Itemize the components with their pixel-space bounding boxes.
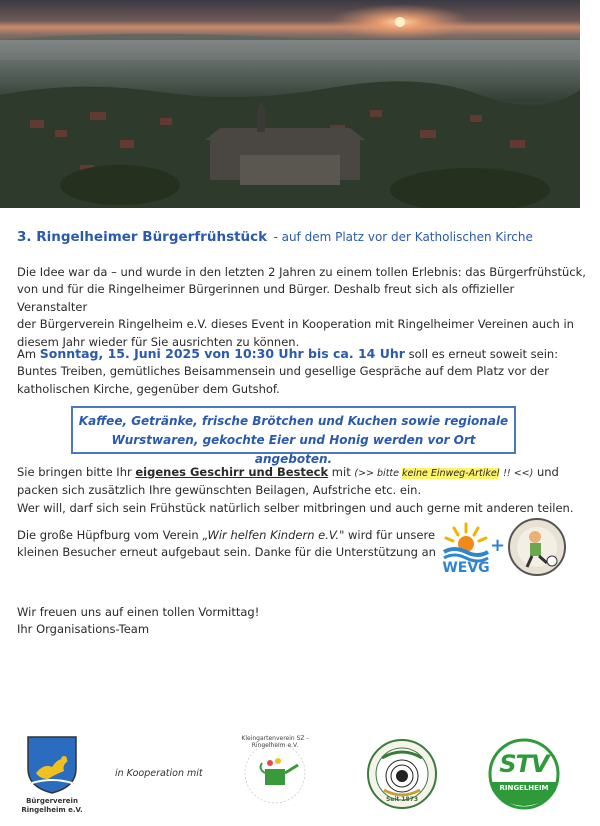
event-suffix: soll es erneut soweit sein: [408,347,559,361]
buergerverein-line2: Ringelheim e.V. [21,806,83,814]
kleingartenverein-logo [240,733,310,815]
hero-photo [0,0,580,208]
closing-line: Wir freuen uns auf einen tollen Vormittag! [17,605,260,619]
kleingarten-label: Kleingartenverein SZ - Ringelheim e.V. [241,735,309,749]
event-prefix: Am [17,347,37,361]
event-line: Buntes Treiben, gemütliches Beisammensein und gesellige Gespräche auf dem Platz vor der [17,364,549,379]
bouncy-line: kleinen Besucher erneut aufgebaut sein. Danke für die Unterstützung an [17,545,436,560]
schuetzen-year: Seit 1873 [385,796,419,803]
bring-note-open: (>> bitte [354,468,399,479]
event-date-paragraph [17,345,587,398]
event-date-time: Sonntag, 15. Juni 2025 von 10:30 Uhr bis ca. 14 Uhr [39,346,405,361]
offer-box [71,406,516,466]
intro-line: diesem Jahr wieder für Sie ausrichten zu können. [17,334,300,349]
bring-line: Wer will, darf sich sein Frühstück natürlich selber mitbringen und auch gerne mit anderen teilen. [17,500,574,515]
crest-dragon-icon [22,733,82,795]
offer-line: Kaffee, Getränke, frische Brötchen und Kuchen sowie regionale [78,414,509,428]
stv-place: RINGELHEIM [499,784,549,792]
bouncy-prefix: Die große Hüpfburg vom Verein [17,528,199,542]
intro-line: der Bürgerverein Ringelheim e.V. dieses Event in Kooperation mit Ringelheimer Vereinen auch in [17,317,574,332]
bring-note-highlight: keine Einweg-Artikel [402,468,500,479]
bring-line: packen sich zusätzlich Ihre gewünschten Beilagen, Aufstriche etc. ein. [17,483,422,498]
bring-mid: mit [331,465,351,479]
wevg-label: WEVG [442,560,490,576]
intro-line: von und für die Ringelheimer Bürgerinnen und Bürger. Deshalb freut sich als offizieller Veranstalter [17,282,515,314]
stv-logo [488,738,560,810]
bouncy-org-name: „Wir helfen Kindern e.V." [202,528,345,542]
village-landscape-image [0,0,580,208]
closing-paragraph [17,604,587,639]
bouncy-suffix: wird für unsere [348,528,436,542]
bring-emphasis: eigenes Geschirr und Besteck [135,465,329,479]
event-title-main: 3. Ringelheimer Bürgerfrühstück [17,229,268,245]
event-title [17,229,587,245]
intro-line: Die Idee war da – und wurde in den letzten 2 Jahren zu einem tollen Erlebnis: das Bürgerfrühstück, [17,265,586,279]
event-title-location: - auf dem Platz vor der Katholischen Kirche [273,230,533,244]
stv-label: STV [499,750,549,778]
bring-note-close: !! <<) [503,468,534,479]
plus-sign: + [490,535,506,556]
bring-paragraph [17,464,587,517]
cooperation-label: in Kooperation mit [115,768,203,779]
wevg-logo [436,518,496,578]
buergerverein-line1: Bürgerverein [26,797,78,805]
offer-line: Wurstwaren, gekochte Eier und Honig werden vor Ort angeboten. [111,433,476,466]
intro-paragraph [17,264,587,351]
buergerverein-logo [22,733,82,817]
bring-end: und [536,465,559,479]
bouncy-castle-paragraph [17,527,437,562]
bring-prefix: Sie bringen bitte Ihr [17,465,132,479]
schuetzenverein-logo [366,738,438,810]
wir-helfen-kindern-logo [507,517,567,577]
kids-football-icon [507,517,567,577]
closing-signature: Ihr Organisations-Team [17,622,150,637]
event-line: katholischen Kirche, gegenüber dem Gutshof. [17,381,280,396]
